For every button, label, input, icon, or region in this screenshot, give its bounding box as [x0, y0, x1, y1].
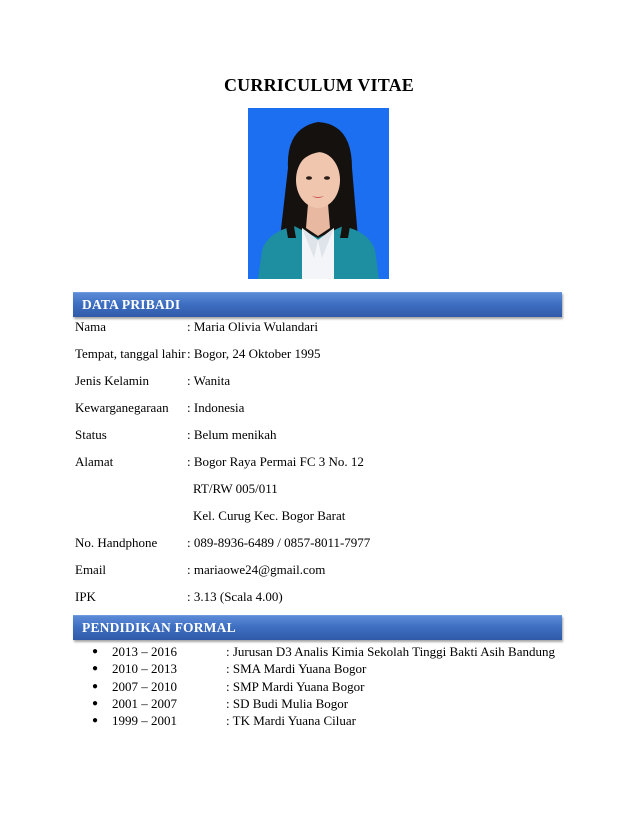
- bullet-icon: ●: [92, 698, 99, 709]
- label-status: Status: [75, 427, 107, 442]
- value-alamat-line2: RT/RW 005/011: [193, 481, 278, 496]
- profile-photo: [248, 108, 389, 279]
- education-school: : TK Mardi Yuana Ciluar: [226, 713, 356, 728]
- bullet-icon: ●: [92, 663, 99, 674]
- label-ipk: IPK: [75, 589, 96, 604]
- education-years: 2001 – 2007: [112, 696, 177, 711]
- value-jenis-kelamin: : Wanita: [187, 373, 231, 388]
- education-years: 1999 – 2001: [112, 713, 177, 728]
- value-status: : Belum menikah: [187, 427, 277, 442]
- label-tempat-tanggal-lahir: Tempat, tanggal lahir: [75, 346, 186, 361]
- education-school: : SD Budi Mulia Bogor: [226, 696, 349, 711]
- education-years: 2010 – 2013: [112, 661, 177, 676]
- value-alamat-line3: Kel. Curug Kec. Bogor Barat: [193, 508, 346, 523]
- education-school: : SMP Mardi Yuana Bogor: [226, 679, 365, 694]
- section-header-data-pribadi: [73, 292, 562, 317]
- value-nama: : Maria Olivia Wulandari: [187, 319, 319, 334]
- bullet-icon: ●: [92, 715, 99, 726]
- label-jenis-kelamin: Jenis Kelamin: [75, 373, 150, 388]
- label-email: Email: [75, 562, 107, 577]
- bullet-icon: ●: [92, 681, 99, 692]
- value-no-handphone: : 089-8936-6489 / 0857-8011-7977: [187, 535, 371, 550]
- value-email: : mariaowe24@gmail.com: [187, 562, 326, 577]
- page-title: CURRICULUM VITAE: [223, 75, 415, 95]
- education-school: : Jurusan D3 Analis Kimia Sekolah Tinggi Bakti Asih Bandung: [226, 644, 555, 659]
- education-years: 2007 – 2010: [112, 679, 177, 694]
- bullet-icon: ●: [92, 646, 99, 657]
- value-ipk: : 3.13 (Scala 4.00): [187, 589, 283, 604]
- education-years: 2013 – 2016: [112, 644, 177, 659]
- value-kewarganegaraan: : Indonesia: [187, 400, 245, 415]
- portrait-illustration: [248, 108, 389, 279]
- label-nama: Nama: [75, 319, 107, 334]
- section-header-label: DATA PRIBADI: [82, 297, 181, 312]
- label-kewarganegaraan: Kewarganegaraan: [75, 400, 169, 415]
- education-school: : SMA Mardi Yuana Bogor: [226, 661, 367, 676]
- section-header-label: PENDIDIKAN FORMAL: [82, 620, 236, 635]
- label-alamat: Alamat: [75, 454, 114, 469]
- section-header-pendidikan-formal: [73, 615, 562, 640]
- value-alamat-line1: : Bogor Raya Permai FC 3 No. 12: [187, 454, 364, 469]
- value-tempat-tanggal-lahir: : Bogor, 24 Oktober 1995: [187, 346, 321, 361]
- label-no-handphone: No. Handphone: [75, 535, 158, 550]
